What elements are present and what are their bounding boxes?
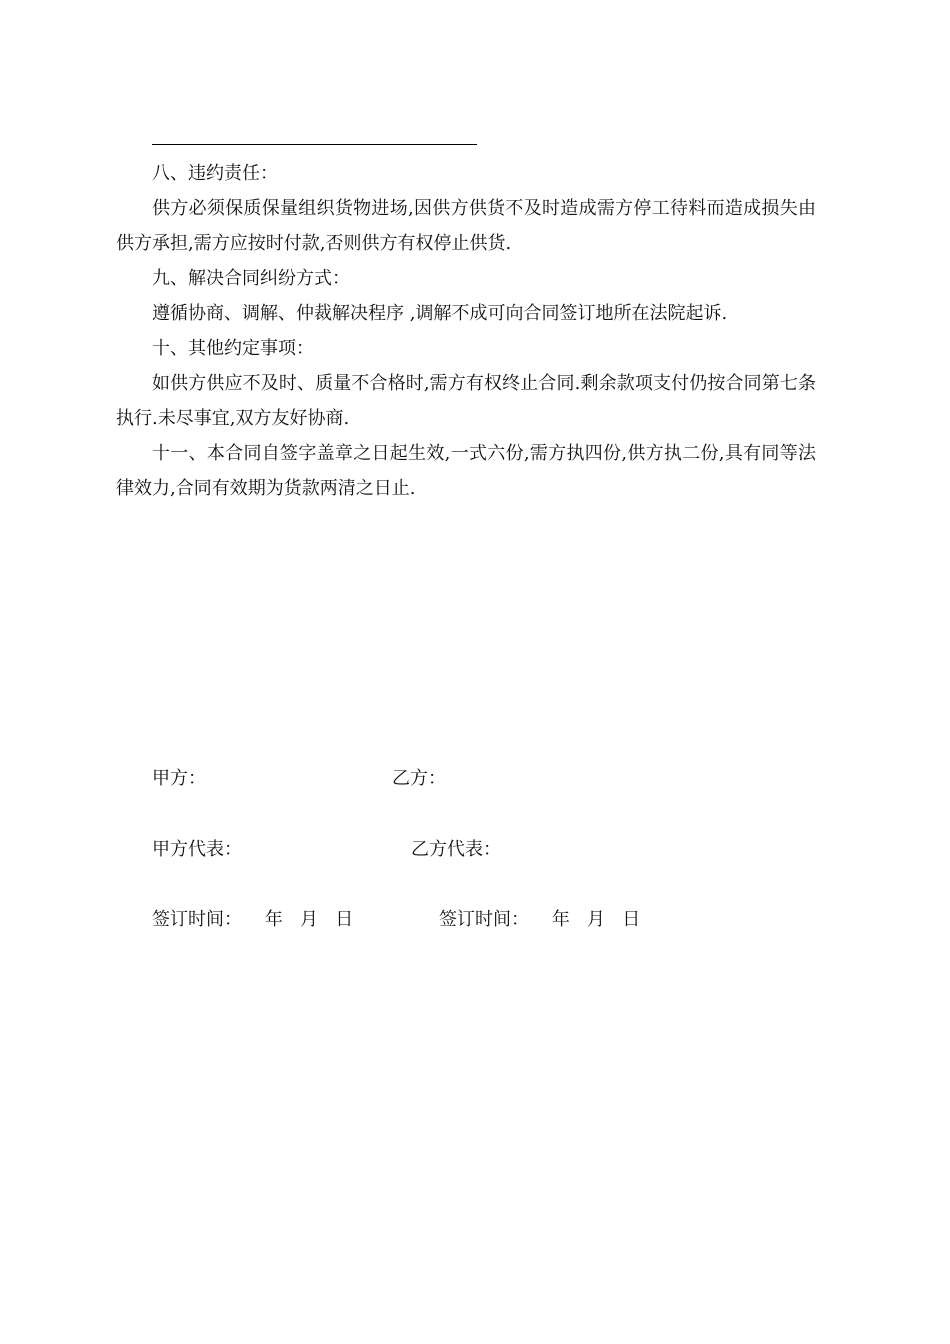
paragraph-other: 如供方供应不及时、质量不合格时,需方有权终止合同.剩余款项支付仍按合同第七条执行.未尽事宜,双方友好协商. [116, 373, 816, 429]
party-b-rep-label: 乙方代表： [411, 839, 501, 860]
section-heading-other: 十、其他约定事项： [152, 338, 314, 359]
party-a-sign-date: 签订时间： 年 月 日 [152, 909, 354, 930]
paragraph-dispute: 遵循协商、调解、仲裁解决程序 ,调解不成可向合同签订地所在法院起诉. [152, 303, 728, 324]
party-a-rep-label: 甲方代表： [152, 839, 242, 860]
party-a-label: 甲方： [152, 768, 206, 789]
party-b-label: 乙方： [392, 768, 446, 789]
paragraph-breach: 供方必须保质保量组织货物进场,因供方供货不及时造成需方停工待料而造成损失由供方承担,需方应按时付款,否则供方有权停止供货. [116, 198, 816, 254]
contract-body [116, 156, 816, 506]
section-heading-dispute: 九、解决合同纠纷方式： [152, 268, 350, 289]
paragraph-effective: 十一、本合同自签字盖章之日起生效,一式六份,需方执四份,供方执二份,具有同等法律效力,合同有效期为货款两清之日止. [116, 443, 816, 499]
party-b-sign-date: 签订时间： 年 月 日 [439, 909, 641, 930]
separator-line [152, 144, 477, 145]
section-heading-breach: 八、违约责任： [152, 163, 278, 184]
